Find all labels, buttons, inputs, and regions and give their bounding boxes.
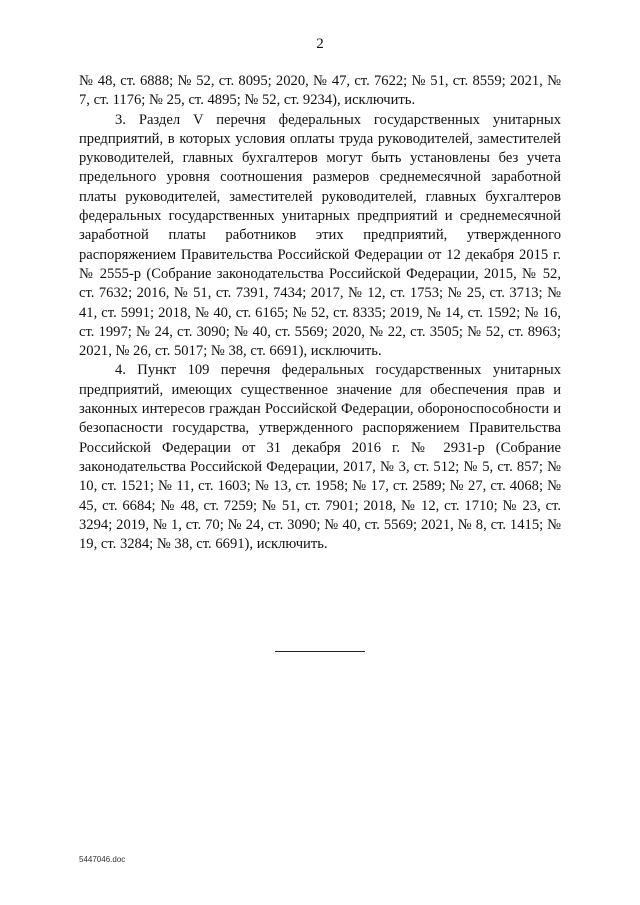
paragraph-continuation: № 48, ст. 6888; № 52, ст. 8095; 2020, № 47, ст. 7622; № 51, ст. 8559; 2021, № 7, ст. 1176; № 25, ст. 4895; № 52, ст. 9234), исключить.: [79, 73, 561, 109]
paragraph-item-4: 4. Пункт 109 перечня федеральных государственных унитарных предприятий, имеющих существенное значение для обеспечения прав и законных интересов граждан Российской Федерации, обороноспособности и безопасности государства, утвержденного распоряжением Правительства Российской Федерации от 31 декабря 2016 г. № 2931-р (Собрание законодательства Российской Федерации, 2017, № 3, ст. 512; № 5, ст. 857; № 10, ст. 1521; № 11, ст. 1603; № 13, ст. 1958; № 17, ст. 2589; № 27, ст. 4068; № 45, ст. 6684; № 48, ст. 7259; № 51, ст. 7901; 2018, № 12, ст. 1710; № 23, ст. 3294; 2019, № 1, ст. 70; № 24, ст. 3090; № 40, ст. 5569; 2021, № 8, ст. 1415; № 19, ст. 3284; № 38, ст. 6691), исключить.: [79, 362, 561, 553]
end-divider-line: [275, 651, 365, 652]
page-number: 2: [316, 36, 324, 52]
paragraph-item-3: 3. Раздел V перечня федеральных государственных унитарных предприятий, в которых условия оплаты труда руководителей, заместителей руководителей, главных бухгалтеров могут быть установлены без учета предельного уровня соотношения размеров среднемесячной заработной платы руководителей, заместителей руководителей, главных бухгалтеров федеральных государственных унитарных предприятий и среднемесячной заработной платы работников этих предприятий, утвержденного распоряжением Правительства Российской Федерации от 12 декабря 2015 г. № 2555-р (Собрание законодательства Российской Федерации, 2015, № 52, ст. 7632; 2016, № 51, ст. 7391, 7434; 2017, № 12, ст. 1753; № 25, ст. 3713; № 41, ст. 5991; 2018, № 40, ст. 6165; № 52, ст. 8335; 2019, № 14, ст. 1592; № 16, ст. 1997; № 24, ст. 3090; № 40, ст. 5569; 2020, № 22, ст. 3505; № 52, ст. 8963; 2021, № 26, ст. 5017; № 38, ст. 6691), исключить.: [79, 111, 561, 360]
document-body: [79, 72, 561, 554]
footer-file-name: 5447046.doc: [79, 855, 126, 864]
